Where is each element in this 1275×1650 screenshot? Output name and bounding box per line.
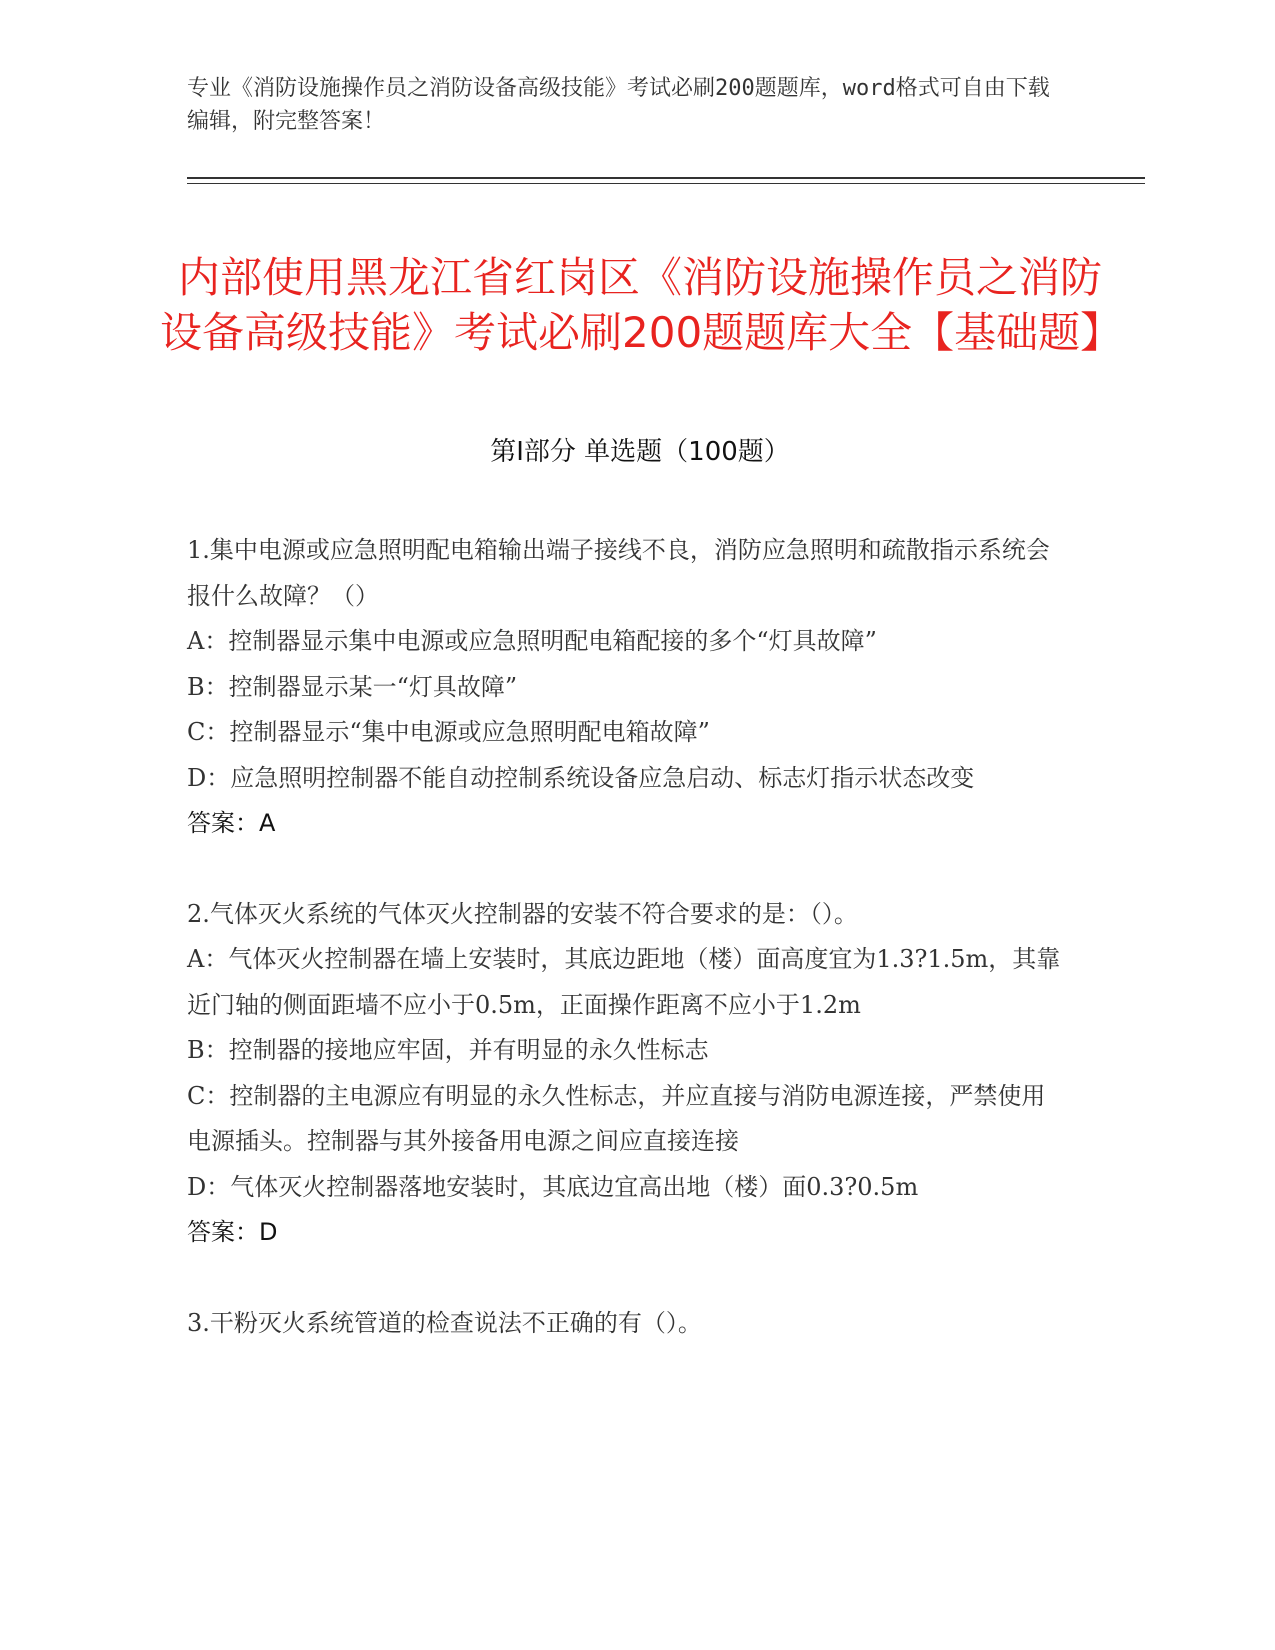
question-item [187,1301,1067,1347]
option-a: A：控制器显示集中电源或应急照明配电箱配接的多个“灯具故障” [187,627,877,655]
option-a: A：气体灭火控制器在墙上安装时，其底边距地（楼）面高度宜为1.3?1.5m，其靠近门轴的侧面距墙不应小于0.5m，正面操作距离不应小于1.2m [187,945,1061,1019]
question-item [187,528,1067,847]
option-c: C：控制器显示“集中电源或应急照明配电箱故障” [187,718,710,746]
answer: 答案：A [187,809,276,837]
option-d: D：气体灭火控制器落地安装时，其底边宜高出地（楼）面0.3?0.5m [187,1172,919,1201]
header-divider-thick [187,177,1145,179]
section-title: 第Ⅰ部分 单选题（100题） [490,437,790,467]
question-item [187,892,1067,1256]
option-c: C：控制器的主电源应有明显的永久性标志，并应直接与消防电源连接，严禁使用电源插头。控制器与其外接备用电源之间应直接连接 [187,1081,1046,1155]
document-title: 内部使用黑龙江省红岗区《消防设施操作员之消防设备高级技能》考试必刷200题题库大全【基础题】 [160,253,1123,358]
question-stem: 3.干粉灭火系统管道的检查说法不正确的有（）。 [187,1308,702,1337]
option-d: D：应急照明控制器不能自动控制系统设备应急启动、标志灯指示状态改变 [187,763,975,792]
header-note: 专业《消防设施操作员之消防设备高级技能》考试必刷200题题库，word格式可自由下载编辑，附完整答案！ [187,76,1050,134]
question-stem: 2.气体灭火系统的气体灭火控制器的安装不符合要求的是：（）。 [187,899,858,928]
question-stem: 1.集中电源或应急照明配电箱输出端子接线不良，消防应急照明和疏散指示系统会报什么故障？（） [187,536,1050,610]
header-divider-thin [187,183,1145,184]
option-b: B：控制器显示某一“灯具故障” [187,672,518,701]
option-b: B：控制器的接地应牢固，并有明显的永久性标志 [187,1036,709,1064]
answer: 答案：D [187,1218,278,1246]
question-list [187,528,1067,1391]
